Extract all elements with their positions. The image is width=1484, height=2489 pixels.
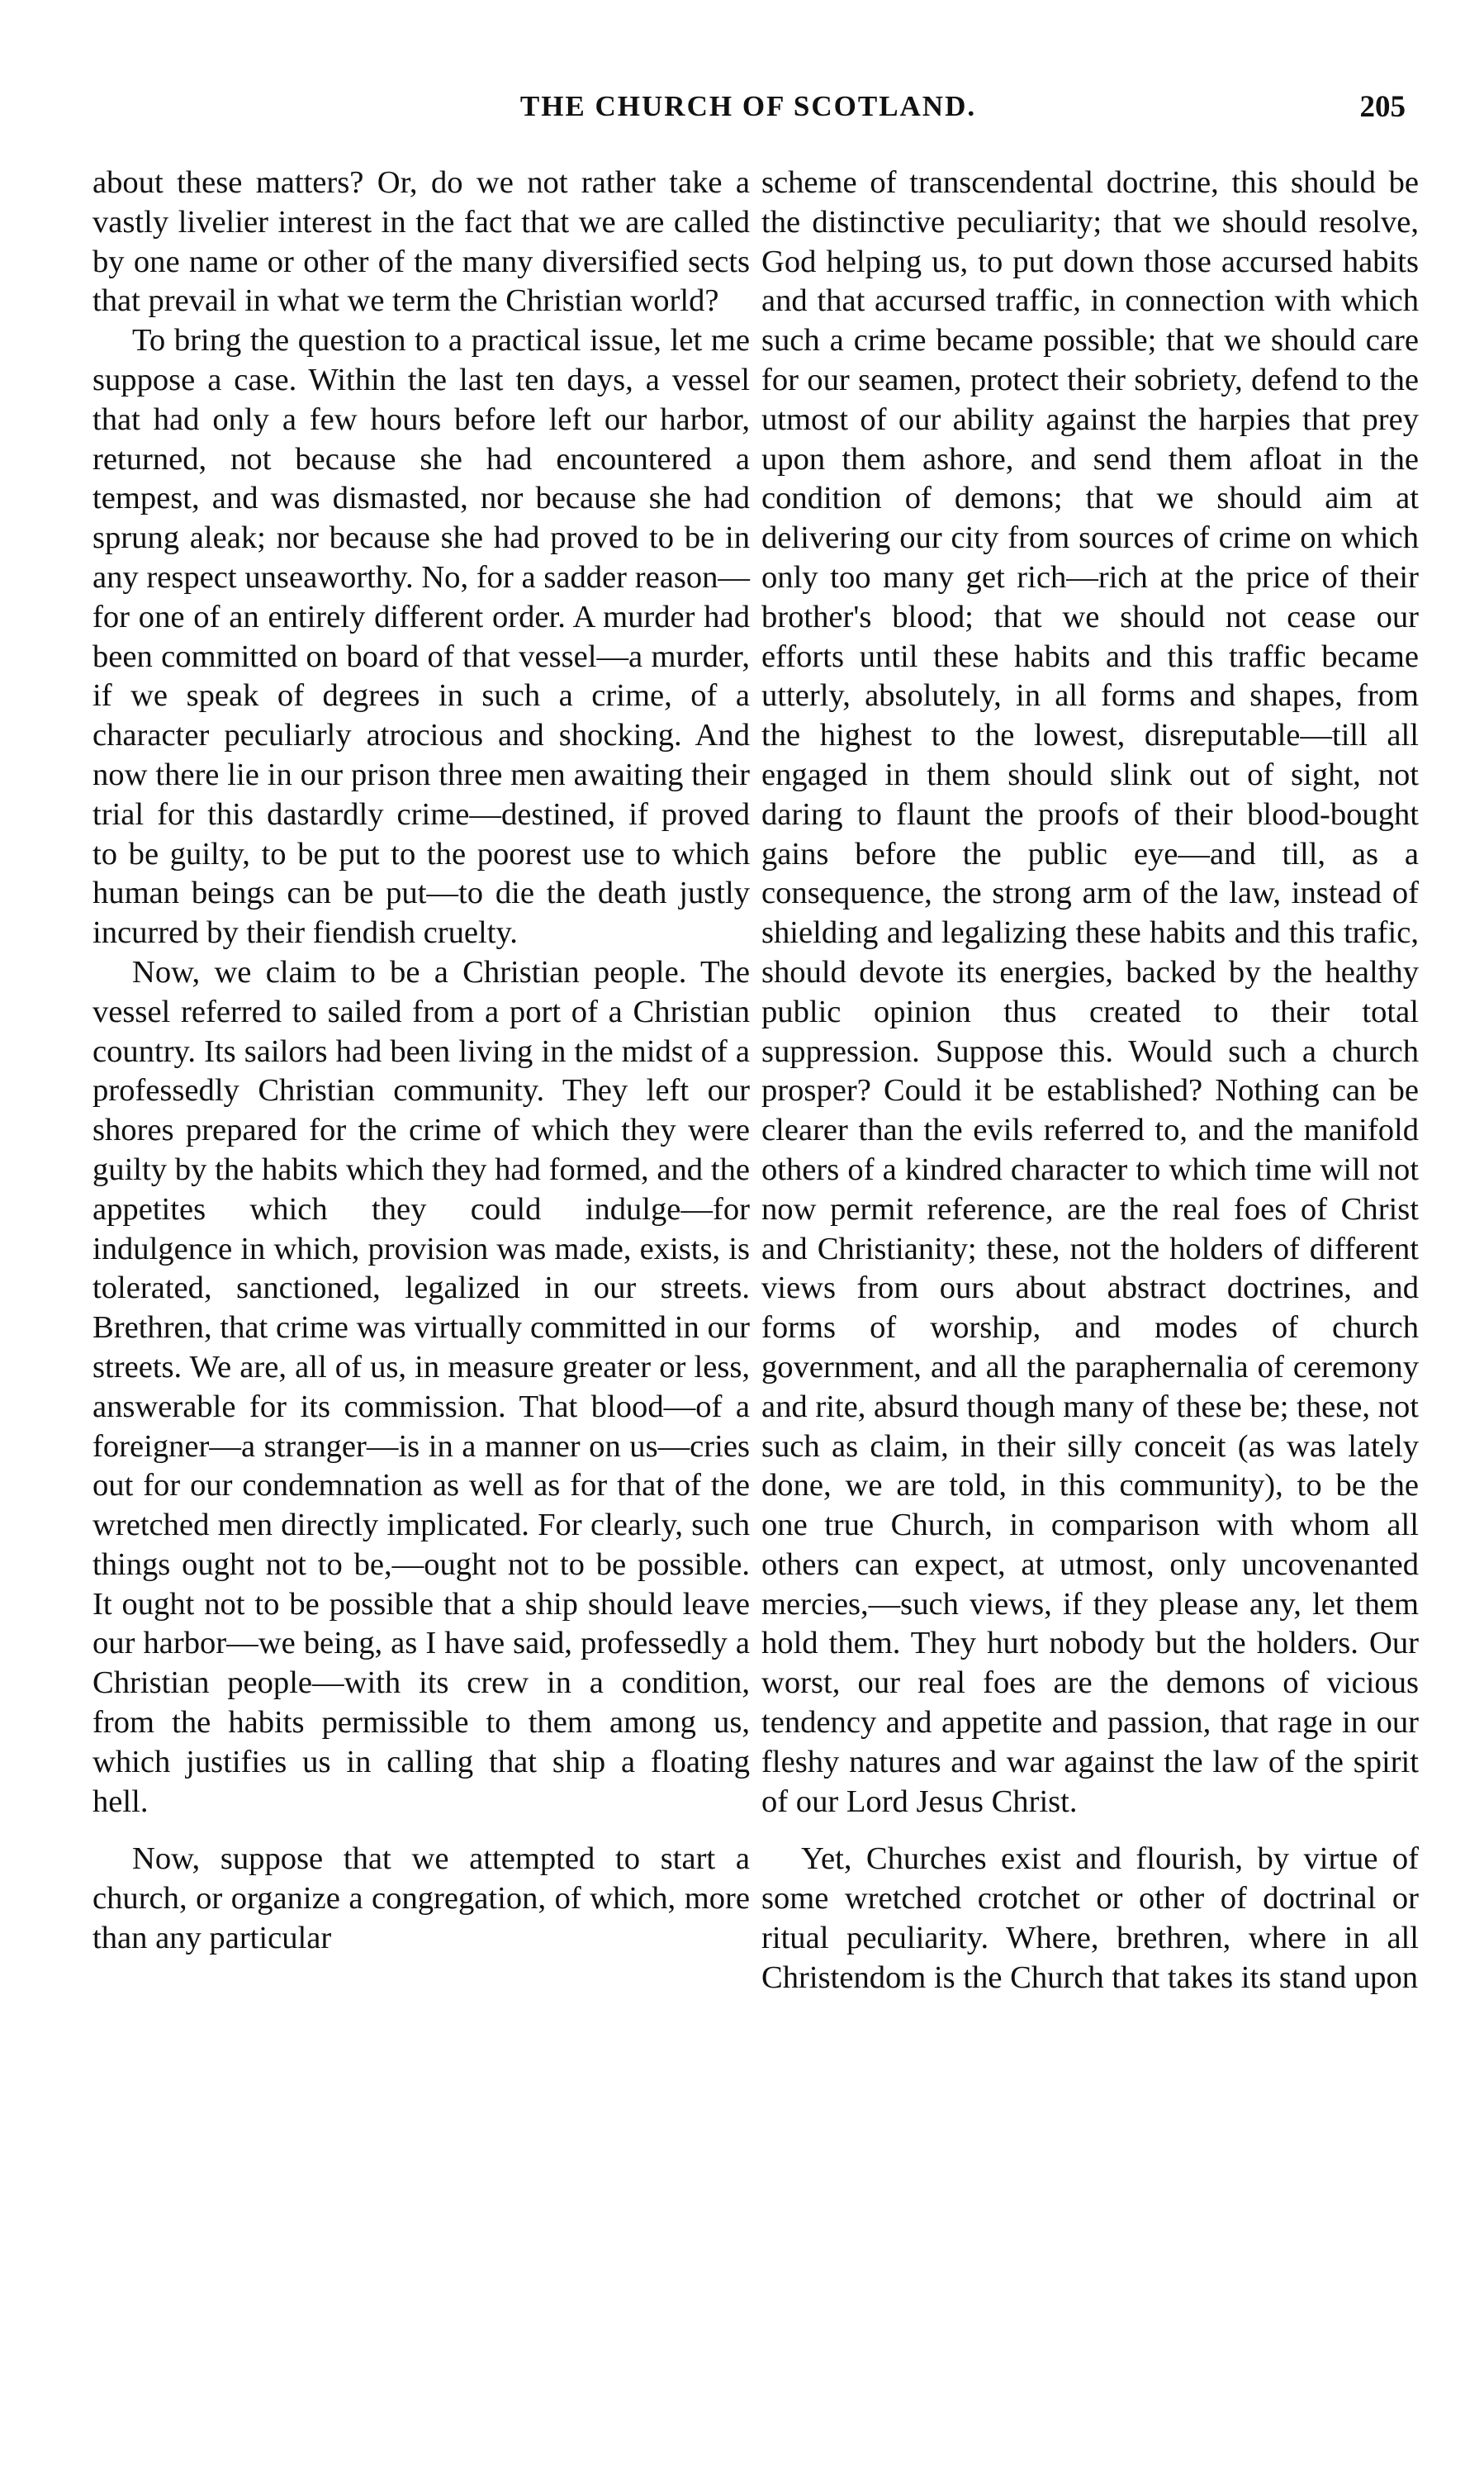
page-number: 205 (1359, 90, 1406, 124)
paragraph: Now, we claim to be a Christian people. The vessel referred to sailed from a port of a Christian country. Its sailors had been living in the midst of a professedly Christian community. They left our shores prepared for the crime of which they were guilty by the habits which they had formed, and the appetites which they could indulge—for indulgence in which, provision was made, exists, is tolerated, sanctioned, legalized in our streets. Brethren, that crime was virtually committed in our streets. We are, all of us, in measure greater or less, answerable for its commission. That blood—of a foreigner—a stranger—is in a manner on us—cries out for our condemnation as well as for that of the wretched men directly implicated. For clearly, such things ought not to be,—ought not to be possible. It ought not to be possible that a ship should leave our harbor—we being, as I have said, professedly a Christian people—with its crew in a condition, from the habits permissible to them among us, which justifies us in calling that ship a floating hell. (92, 954, 750, 1819)
running-title: THE CHURCH OF SCOTLAND. (519, 90, 977, 122)
right-column (761, 164, 1419, 1998)
paragraph: Now, suppose that we attempted to start a church, or organize a congregation, of which, more than any particular (92, 1841, 750, 1956)
paragraph: Yet, Churches exist and flourish, by virtue of some wretched crotchet or other of doctrinal or ritual peculiarity. Where, brethren, where in all Christendom is the Church that takes its stand upon (761, 1841, 1419, 1995)
paragraph: To bring the question to a practical issue, let me suppose a case. Within the last ten days, a vessel that had only a few hours before left our harbor, returned, not because she had encountered a tempest, and was dismasted, nor because she had sprung aleak; nor because she had proved to be in any respect unseaworthy. No, for a sadder reason—for one of an entirely different order. A murder had been committed on board of that vessel—a murder, if we speak of degrees in such a crime, of a character peculiarly atrocious and shocking. And now there lie in our prison three men awaiting their trial for this dastardly crime—destined, if proved to be guilty, to be put to the poorest use to which human beings can be put—to die the death justly incurred by their fiendish cruelty. (92, 323, 750, 951)
paragraph: scheme of transcendental doctrine, this should be the distinctive peculiarity; that we should resolve, God helping us, to put down those accursed habits and that accursed traffic, in connection with which such a crime became possible; that we should care for our seamen, protect their sobriety, defend to the utmost of our ability against the harpies that prey upon them ashore, and send them afloat in the condition of demons; that we should aim at delivering our city from sources of crime on which only too many get rich—rich at the price of their brother's blood; that we should not cease our efforts until these habits and this traffic became utterly, absolutely, in all forms and shapes, from the highest to the lowest, disreputable—till all engaged in them should slink out of sight, not daring to flaunt the proofs of their blood-bought gains before the public eye—and till, as a consequence, the strong arm of the law, instead of shielding and legalizing these habits and this trafic, should devote its energies, backed by the healthy public opinion thus created to their total suppression. Suppose this. Would such a church prosper? Could it be established? Nothing can be clearer than the evils referred to, and the manifold others of a kindred character to which time will not now permit reference, are the real foes of Christ and Christianity; these, not the holders of different views from ours about abstract doctrines, and forms of worship, and modes of church government, and all the paraphernalia of ceremony and rite, absurd though many of these be; these, not such as claim, in their silly conceit (as was lately done, we are told, in this community), to be the one true Church, in comparison with whom all others can expect, at utmost, only uncovenanted mercies,—such views, if they please any, let them hold them. They hurt nobody but the holders. Our worst, our real foes are the demons of vicious tendency and appetite and passion, that rage in our fleshy natures and war against the law of the spirit of our Lord Jesus Christ. (761, 165, 1420, 1819)
paragraph: about these matters? Or, do we not rather take a vastly livelier interest in the fact that we are called by one name or other of the many diversified sects that prevail in what we term the Christian world? (92, 165, 750, 319)
page-header (91, 89, 1406, 139)
left-column (92, 164, 750, 1959)
